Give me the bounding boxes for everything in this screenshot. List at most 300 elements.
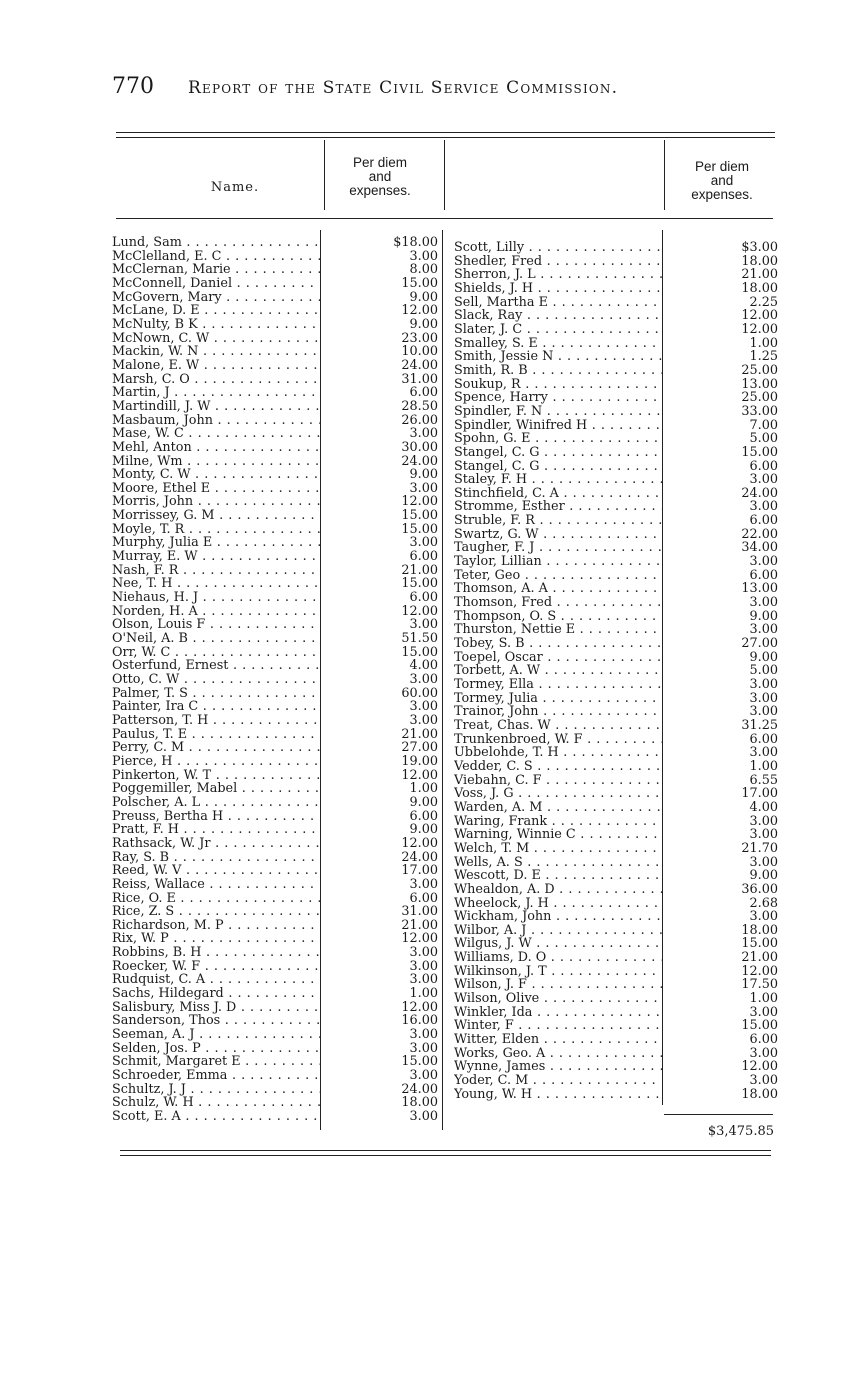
entry-name: Treat, Chas. W . . . [454,719,662,733]
entry-name: Perry, C. M . . . [112,741,320,755]
entry-name: Pinkerton, W. T . . . [112,769,320,783]
entry-amount: 15.00 [688,1019,778,1033]
entry-amount: 3.00 [328,1028,438,1042]
table-row [112,687,438,701]
entry-name: Mase, W. C . . . [112,427,320,441]
page-title: Report of the State Civil Service Commission. [188,78,619,98]
entry-amount: 12.00 [328,304,438,318]
table-row [112,1069,438,1083]
entry-name: Sanderson, Thos . . . [112,1014,320,1028]
entry-amount: 15.00 [328,277,438,291]
table-row [454,446,778,460]
entry-name: Toepel, Oscar . . . [454,651,662,665]
entry-name: Stangel, C. G . . . [454,446,662,460]
table-row [454,787,778,801]
entry-amount: 21.00 [328,564,438,578]
entry-amount: 36.00 [688,883,778,897]
entry-amount: 1.25 [688,350,778,364]
entry-name: Niehaus, H. J . . . [112,591,320,605]
table-row [112,905,438,919]
entry-amount: 2.25 [688,296,778,310]
top-rule-2 [116,137,775,138]
entry-name: Tobey, S. B . . . [454,637,662,651]
entry-amount: 15.00 [328,577,438,591]
entry-amount: 15.00 [688,937,778,951]
header-line: Per diem [352,155,408,170]
entry-amount: 9.00 [328,468,438,482]
entry-amount: 34.00 [688,541,778,555]
table-row [454,596,778,610]
entry-name: Seeman, A. J . . . [112,1028,320,1042]
entry-name: Rudquist, C. A . . . [112,973,320,987]
entry-name: Morrissey, G. M . . . [112,509,320,523]
entry-name: Osterfund, Ernest . . . [112,659,320,673]
table-row [454,296,778,310]
table-row [112,1096,438,1110]
entry-amount: 6.00 [328,386,438,400]
entry-amount: 3.00 [328,714,438,728]
entry-name: Smith, Jessie N . . . [454,350,662,364]
entry-amount: 31.25 [688,719,778,733]
table-row [454,582,778,596]
entry-name: Pratt, F. H . . . [112,823,320,837]
entry-amount: 3.00 [328,427,438,441]
grand-total: $3,475.85 [707,1124,774,1139]
entry-amount: 15.00 [328,1055,438,1069]
entry-name: Scott, E. A . . . [112,1110,320,1124]
header-line: and [710,173,734,188]
entry-name: Robbins, B. H . . . [112,946,320,960]
entry-name: Reiss, Wallace . . . [112,878,320,892]
entry-amount: 3.00 [328,973,438,987]
table-row [454,897,778,911]
entry-name: Sachs, Hildegard . . . [112,987,320,1001]
entry-amount: 9.00 [688,869,778,883]
entry-name: Slack, Ray . . . [454,309,662,323]
entry-name: Sherron, J. L . . . [454,268,662,282]
entry-name: Preuss, Bertha H . . . [112,810,320,824]
entry-amount: 18.00 [688,255,778,269]
table-row [112,550,438,564]
entry-amount: 51.50 [328,632,438,646]
entry-amount: 3.00 [688,705,778,719]
table-row [454,856,778,870]
entry-amount: 1.00 [688,992,778,1006]
table-row [454,801,778,815]
table-row [454,350,778,364]
table-row [112,755,438,769]
entry-name: McClernan, Marie . . . [112,263,320,277]
entry-amount: 9.00 [328,823,438,837]
table-row [112,851,438,865]
entry-amount: 21.70 [688,842,778,856]
entry-amount: 9.00 [328,291,438,305]
entry-name: O'Neil, A. B . . . [112,632,320,646]
entry-name: Schultz, J. J . . . [112,1083,320,1097]
table-row [112,359,438,373]
table-row [454,268,778,282]
entry-name: Otto, C. W . . . [112,673,320,687]
table-row [112,987,438,1001]
entry-name: Orr, W. C . . . [112,646,320,660]
table-row [112,455,438,469]
entry-name: Welch, T. M . . . [454,842,662,856]
entry-amount: 18.00 [688,1088,778,1102]
table-row [454,719,778,733]
entry-amount: 3.00 [328,960,438,974]
entry-name: Staley, F. H . . . [454,473,662,487]
entry-name: Wescott, D. E . . . [454,869,662,883]
entry-amount: 3.00 [688,1074,778,1088]
entry-name: Moore, Ethel E . . . [112,482,320,496]
entry-amount: 3.00 [688,623,778,637]
amount-column-header-left [330,156,430,198]
entry-name: Wilkinson, J. T . . . [454,965,662,979]
table-row [454,623,778,637]
entry-name: Spohn, G. E . . . [454,432,662,446]
entry-amount: 26.00 [328,414,438,428]
table-row [112,577,438,591]
entry-name: Wilbor, A. J . . . [454,924,662,938]
entry-name: Wheelock, J. H . . . [454,897,662,911]
header-line: expenses. [349,183,411,198]
entry-amount: 9.00 [328,796,438,810]
entry-amount: 1.00 [688,337,778,351]
entry-name: McConnell, Daniel . . . [112,277,320,291]
entry-name: Patterson, T. H . . . [112,714,320,728]
entry-amount: 25.00 [688,364,778,378]
entry-amount: 18.00 [688,282,778,296]
entry-name: Lund, Sam . . . [112,236,320,250]
table-row [112,318,438,332]
entry-amount: 13.00 [688,582,778,596]
table-row [454,869,778,883]
entry-amount: 12.00 [328,605,438,619]
entry-name: Schroeder, Emma . . . [112,1069,320,1083]
entry-name: Warning, Winnie C . . . [454,828,662,842]
entry-name: Morris, John . . . [112,495,320,509]
table-row [454,487,778,501]
table-row [112,919,438,933]
entry-amount: 30.00 [328,441,438,455]
entry-amount: 8.00 [328,263,438,277]
table-row [454,391,778,405]
entry-amount: 21.00 [328,919,438,933]
entry-amount: 19.00 [328,755,438,769]
entry-amount: 13.00 [688,378,778,392]
table-row [454,992,778,1006]
table-row [454,473,778,487]
table-row [454,405,778,419]
entry-amount: 3.00 [328,536,438,550]
entry-name: Martin, J . . . [112,386,320,400]
total-rule [664,1114,773,1115]
entry-amount: 9.00 [688,610,778,624]
entry-name: Works, Geo. A . . . [454,1047,662,1061]
entry-amount: 3.00 [688,500,778,514]
table-row [454,569,778,583]
entry-name: Monty, C. W . . . [112,468,320,482]
table-row [454,378,778,392]
entry-name: Winter, F . . . [454,1019,662,1033]
table-row [112,864,438,878]
table-row [112,932,438,946]
table-row [112,414,438,428]
table-row [112,960,438,974]
entry-amount: 18.00 [688,924,778,938]
table-row [112,673,438,687]
entry-name: Smith, R. B . . . [454,364,662,378]
entry-amount: 6.00 [688,1033,778,1047]
table-row [454,1060,778,1074]
entry-amount: 5.00 [688,432,778,446]
entry-amount: 6.00 [328,591,438,605]
entry-name: Murphy, Julia E . . . [112,536,320,550]
amount-column-header-right [672,160,772,202]
entry-name: Richardson, M. P . . . [112,919,320,933]
entry-name: Martindill, J. W . . . [112,400,320,414]
table-row [454,774,778,788]
entry-amount: 12.00 [328,837,438,851]
entry-amount: 3.00 [688,856,778,870]
entry-amount: 25.00 [688,391,778,405]
entry-name: Rice, Z. S . . . [112,905,320,919]
table-row [454,364,778,378]
page-header [108,74,823,104]
top-rule [116,132,775,133]
entry-name: Poggemiller, Mabel . . . [112,782,320,796]
table-row [454,692,778,706]
table-row [454,965,778,979]
column-divider [444,140,445,210]
entry-amount: 6.00 [688,569,778,583]
table-row [112,291,438,305]
entry-name: Wynne, James . . . [454,1060,662,1074]
table-row [454,651,778,665]
table-row [112,250,438,264]
entry-name: Waring, Frank . . . [454,815,662,829]
entry-name: Moyle, T. R . . . [112,523,320,537]
entry-name: Malone, E. W . . . [112,359,320,373]
entry-name: McClelland, E. C . . . [112,250,320,264]
entry-amount: 31.00 [328,373,438,387]
table-row [454,746,778,760]
entry-name: Trainor, John . . . [454,705,662,719]
entry-amount: 6.00 [688,733,778,747]
table-row [454,610,778,624]
entry-amount: 18.00 [328,1096,438,1110]
table-row [454,883,778,897]
table-row [454,978,778,992]
table-row [112,728,438,742]
entry-amount: 27.00 [328,741,438,755]
entry-name: Schmit, Margaret E . . . [112,1055,320,1069]
entry-amount: 12.00 [688,309,778,323]
table-row [112,441,438,455]
table-row [454,664,778,678]
entry-name: Wickham, John . . . [454,910,662,924]
entry-amount: 17.00 [688,787,778,801]
entry-amount: 5.00 [688,664,778,678]
entry-name: Scott, Lilly . . . [454,241,662,255]
table-row [454,528,778,542]
entry-amount: 3.00 [688,596,778,610]
entry-amount: 3.00 [688,473,778,487]
entry-amount: 3.00 [688,746,778,760]
entry-name: Taugher, F. J . . . [454,541,662,555]
entry-amount: 3.00 [328,700,438,714]
entry-name: Tormey, Ella . . . [454,678,662,692]
entry-amount: 3.00 [688,678,778,692]
entry-name: Stinchfield, C. A . . . [454,487,662,501]
header-line: expenses. [691,187,753,202]
entry-amount: 3.00 [328,250,438,264]
entry-name: Spindler, Winifred H . . . [454,419,662,433]
table-row [112,236,438,250]
header-line: and [368,169,392,184]
entry-name: Teter, Geo . . . [454,569,662,583]
table-row [112,823,438,837]
entry-name: McNown, C. W . . . [112,332,320,346]
entry-amount: 60.00 [328,687,438,701]
bottom-rule-2 [120,1155,771,1156]
entry-name: Wilson, J. F . . . [454,978,662,992]
entry-name: Spence, Harry . . . [454,391,662,405]
entry-amount: 2.68 [688,897,778,911]
entry-name: Schulz, W. H . . . [112,1096,320,1110]
table-row [112,605,438,619]
right-entry-list [454,241,778,1101]
table-row [112,1110,438,1124]
entry-amount: 1.00 [688,760,778,774]
table-row [454,241,778,255]
name-column-header: Name. [210,180,260,195]
table-row [454,255,778,269]
entry-name: Thomson, A. A . . . [454,582,662,596]
table-row [112,345,438,359]
table-row [454,828,778,842]
entry-amount: 17.50 [688,978,778,992]
entry-name: Murray, E. W . . . [112,550,320,564]
entry-amount: 6.00 [328,550,438,564]
entry-amount: 12.00 [328,932,438,946]
entry-name: Painter, Ira C . . . [112,700,320,714]
entry-name: Stangel, C. G . . . [454,460,662,474]
table-row [112,427,438,441]
entry-name: Roecker, W. F . . . [112,960,320,974]
table-row [454,733,778,747]
entry-amount: 24.00 [328,359,438,373]
entry-amount: 24.00 [688,487,778,501]
table-row [112,263,438,277]
entry-name: Taylor, Lillian . . . [454,555,662,569]
table-row [454,282,778,296]
entry-amount: 1.00 [328,987,438,1001]
table-row [454,1088,778,1102]
left-entry-list [112,236,438,1124]
entry-amount: 33.00 [688,405,778,419]
table-row [454,541,778,555]
entry-amount: 9.00 [328,318,438,332]
entry-name: Thompson, O. S . . . [454,610,662,624]
entry-amount: 3.00 [688,692,778,706]
header-line: Per diem [694,159,750,174]
entry-amount: 24.00 [328,455,438,469]
entry-amount: 1.00 [328,782,438,796]
entry-amount: 3.00 [688,1006,778,1020]
table-row [454,323,778,337]
table-row [112,1028,438,1042]
table-row [454,910,778,924]
table-row [112,332,438,346]
entry-amount: 3.00 [328,618,438,632]
table-row [454,309,778,323]
entry-name: Shedler, Fred . . . [454,255,662,269]
entry-amount: 9.00 [688,651,778,665]
entry-name: McGovern, Mary . . . [112,291,320,305]
entry-name: Wells, A. S . . . [454,856,662,870]
entry-name: Williams, D. O . . . [454,951,662,965]
entry-name: Mehl, Anton . . . [112,441,320,455]
entry-amount: 15.00 [688,446,778,460]
table-row [454,500,778,514]
entry-name: Warden, A. M . . . [454,801,662,815]
entry-amount: 7.00 [688,419,778,433]
entry-amount: 3.00 [688,815,778,829]
table-row [454,555,778,569]
table-row [112,1042,438,1056]
entry-amount: 12.00 [688,323,778,337]
entry-amount: 12.00 [328,1001,438,1015]
entry-name: Mackin, W. N . . . [112,345,320,359]
table-row [112,837,438,851]
entry-amount: 3.00 [328,673,438,687]
entry-amount: 27.00 [688,637,778,651]
entry-name: Stromme, Esther . . . [454,500,662,514]
table-row [112,482,438,496]
entry-name: Witter, Elden . . . [454,1033,662,1047]
entry-amount: 12.00 [688,965,778,979]
entry-name: Nash, F. R . . . [112,564,320,578]
entry-name: Voss, J. G . . . [454,787,662,801]
entry-name: Pierce, H . . . [112,755,320,769]
table-row [454,432,778,446]
table-row [112,782,438,796]
entry-name: Reed, W. V . . . [112,864,320,878]
entry-name: Viebahn, C. F . . . [454,774,662,788]
column-divider [442,230,443,1130]
entry-amount: 15.00 [328,646,438,660]
table-row [112,304,438,318]
table-row [454,1047,778,1061]
table-row [112,1083,438,1097]
entry-name: Trunkenbroed, W. F . . . [454,733,662,747]
entry-amount: 6.00 [688,460,778,474]
entry-amount: 21.00 [688,951,778,965]
entry-name: Rix, W. P . . . [112,932,320,946]
entry-name: McLane, D. E . . . [112,304,320,318]
table-row [112,564,438,578]
entry-name: Sell, Martha E . . . [454,296,662,310]
entry-name: Rathsack, W. Jr . . . [112,837,320,851]
entry-amount: 3.00 [688,828,778,842]
entry-name: Spindler, F. N . . . [454,405,662,419]
entry-name: Wilson, Olive . . . [454,992,662,1006]
entry-name: Swartz, G. W . . . [454,528,662,542]
entry-amount: 6.00 [328,892,438,906]
entry-amount: 3.00 [328,1110,438,1124]
header-rule [116,218,773,219]
